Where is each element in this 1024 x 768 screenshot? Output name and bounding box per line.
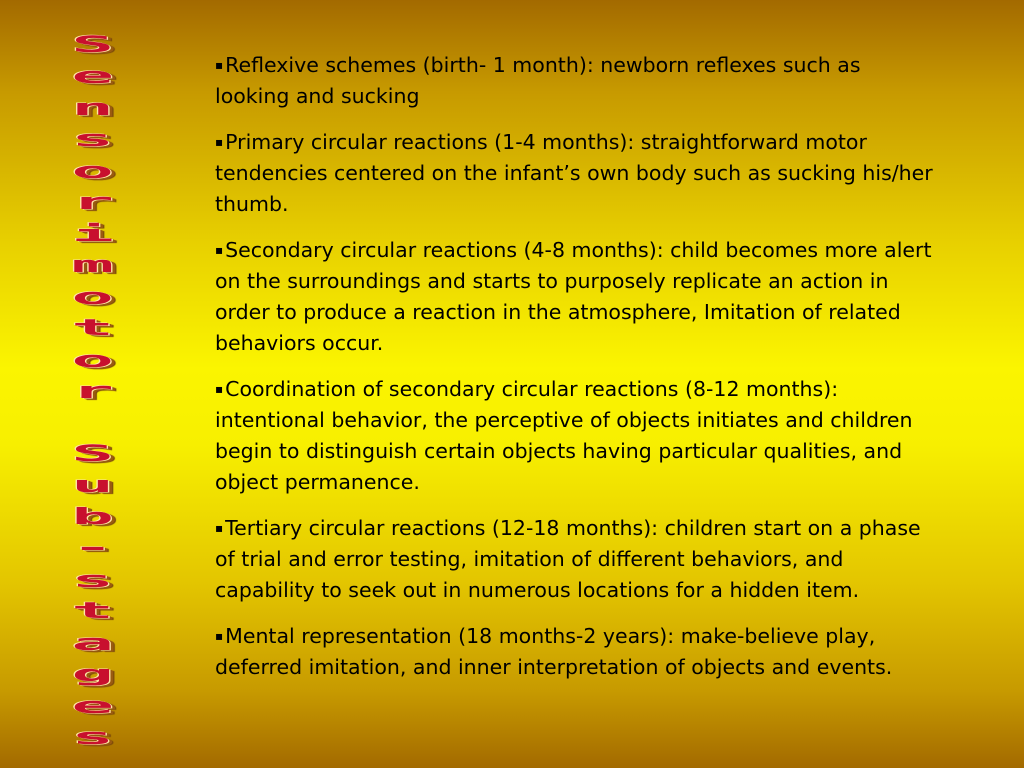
bullet-marker: ▪ <box>215 243 224 257</box>
title-letter: r <box>71 378 115 404</box>
title-letter: m <box>71 252 115 278</box>
title-letter: i <box>71 221 115 247</box>
title-letter: t <box>71 598 115 624</box>
bullet-item-primary-circular <box>215 127 933 220</box>
title-letter: b <box>71 504 115 530</box>
title-letter: s <box>71 567 115 593</box>
bullet-list <box>215 50 933 698</box>
bullet-text: Primary circular reactions (1-4 months): straightforward motor tendencies centered on the infant’s own body such as sucking his/her thumb. <box>215 130 933 216</box>
bullet-text: Tertiary circular reactions (12-18 months): children start on a phase of trial and error testing, imitation of different behaviors, and capability to seek out in numerous locations for a hidden item. <box>215 516 921 602</box>
bullet-item-secondary-circular <box>215 235 933 359</box>
bullet-marker: ▪ <box>215 135 224 149</box>
title-letter: o <box>71 158 115 184</box>
bullet-marker: ▪ <box>215 58 224 72</box>
bullet-text: Reflexive schemes (birth- 1 month): newborn reflexes such as looking and sucking <box>215 53 861 108</box>
title-letter: e <box>71 63 115 90</box>
bullet-marker: ▪ <box>215 382 224 396</box>
bullet-item-coordination-secondary <box>215 374 933 498</box>
title-letter: - <box>71 535 115 561</box>
bullet-item-mental-representation <box>215 621 933 683</box>
slide-title-vertical <box>38 32 148 750</box>
title-letter: s <box>71 126 115 152</box>
title-letter: S <box>71 441 115 467</box>
title-letter: t <box>71 315 115 341</box>
bullet-text: Secondary circular reactions (4-8 months): child becomes more alert on the surroundings and starts to purposely replicate an action in order to produce a reaction in the atmosphere, Imitation of related behaviors occur. <box>215 238 932 355</box>
title-letter: u <box>71 472 115 498</box>
bullet-item-tertiary-circular <box>215 513 933 606</box>
title-letter: r <box>71 189 115 215</box>
title-letter: o <box>71 284 115 310</box>
title-letter: a <box>71 630 115 656</box>
title-letter: s <box>71 724 115 750</box>
title-letter: o <box>71 346 115 373</box>
bullet-marker: ▪ <box>215 629 224 643</box>
title-letter: e <box>71 692 115 719</box>
bullet-text: Coordination of secondary circular reactions (8-12 months): intentional behavior, the perceptive of objects initiates and children begin to distinguish certain objects having particular qualities, and object permanence. <box>215 377 913 494</box>
bullet-item-reflexive-schemes <box>215 50 933 112</box>
bullet-marker: ▪ <box>215 521 224 535</box>
bullet-text: Mental representation (18 months-2 years): make-believe play, deferred imitation, and inner interpretation of objects and events. <box>215 624 893 679</box>
title-letter: g <box>71 661 115 687</box>
title-letter: n <box>71 95 115 121</box>
title-letter: S <box>71 32 115 58</box>
